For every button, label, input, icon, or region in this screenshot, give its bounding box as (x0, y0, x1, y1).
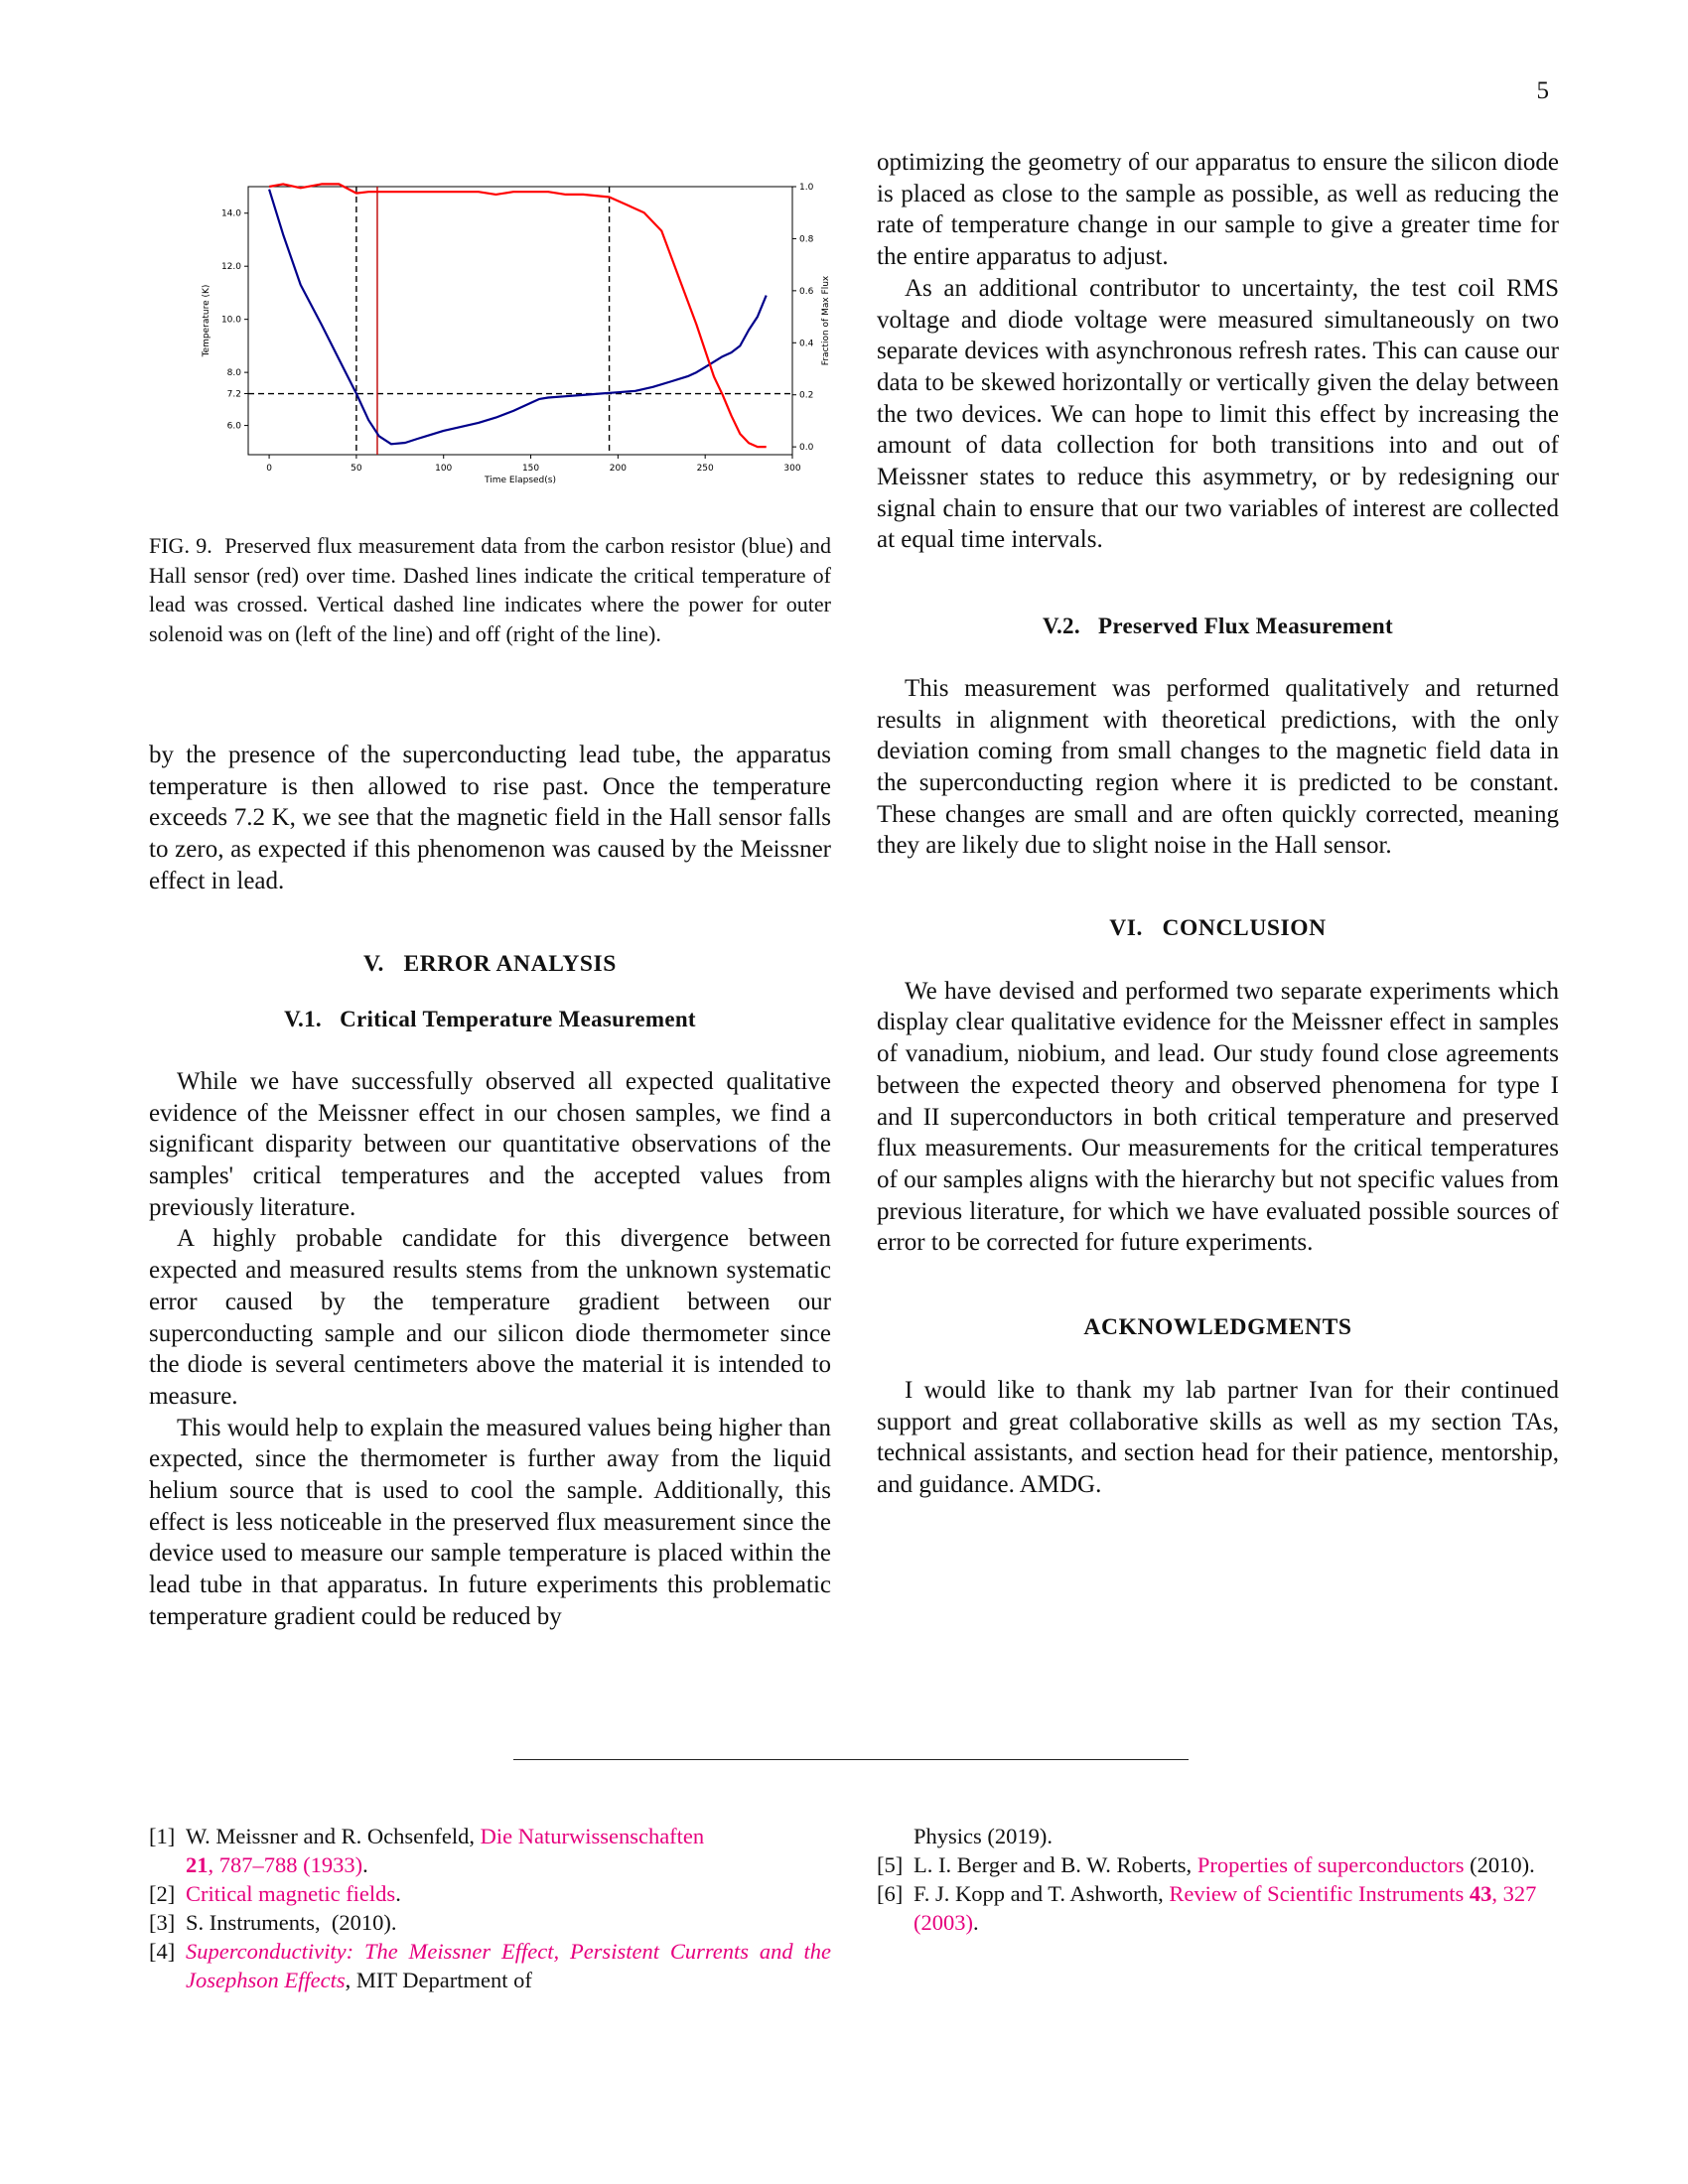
reference-volume: 43 (1469, 1881, 1492, 1906)
reference-4-continued (877, 1822, 1559, 1850)
reference-volume: 21 (186, 1852, 209, 1877)
reference-link[interactable]: Superconductivity: The Meissner Effect, Persistent Currents and the Josephson Effects (186, 1939, 831, 1992)
y2-tick-label: 0.0 (799, 443, 814, 454)
y-tick-label: 12.0 (220, 262, 241, 273)
x-tick-label: 300 (783, 464, 801, 474)
temperature-series-line (269, 190, 767, 445)
reference-number: [1] (149, 1824, 176, 1848)
reference-pages: , 327 (2003) (914, 1881, 1537, 1935)
y-tick-label: 10.0 (220, 315, 241, 326)
reference-number: [2] (149, 1881, 176, 1906)
y-tick-label: 14.0 (220, 208, 241, 219)
paragraph: A highly probable candidate for this divergence between expected and measured results stems from the unknown systematic error caused by the temperature gradient between our superconducting sample and our silicon diode thermometer since the diode is several centimeters above the material it is intended to measure. (149, 1225, 831, 1410)
y2-tick-label: 0.4 (799, 339, 814, 349)
subsection-heading-preserved-flux: V.2. Preserved Flux Measurement (1043, 614, 1393, 639)
right-column (877, 147, 1559, 1501)
reference-end: (2010). (1464, 1852, 1535, 1877)
paragraph: optimizing the geometry of our apparatus to ensure the silicon diode is placed as close to the sample as possible, as well as reducing the rate of temperature change in our sample to give a greater time for the entire apparatus to adjust. (877, 149, 1559, 271)
paragraph: As an additional contributor to uncertainty, the test coil RMS voltage and diode voltage were measured simultaneously on two separate devices with asynchronous refresh rates. This can cause our data to be skewed horizontally or vertically given the delay between the two devices. We can hope to limit this effect by increasing the amount of data collection for both transitions into and out of Meissner states to reduce this asymmetry, or by redesigning our signal chain to ensure that our two variables of interest are collected at equal time intervals. (877, 274, 1559, 554)
reference-6 (877, 1879, 1559, 1937)
reference-end: . (362, 1852, 368, 1877)
y-tick-label: 7.2 (226, 389, 241, 400)
reference-number: [3] (149, 1910, 176, 1935)
plot-frame (248, 187, 792, 455)
y-tick-label: 8.0 (226, 368, 241, 379)
y-tick-label: 6.0 (226, 421, 241, 432)
flux-series-line (269, 184, 767, 447)
reference-link[interactable]: Critical magnetic fields (186, 1881, 396, 1906)
reference-3 (149, 1908, 831, 1937)
reference-link[interactable]: Properties of superconductors (1196, 1852, 1465, 1877)
reference-1 (149, 1822, 831, 1879)
paragraph: We have devised and performed two separate experiments which display clear qualitative evidence for the Meissner effect in samples of vanadium, niobium, and lead. Our study found close agreements between the expected theory and observed phenomena for type I and II superconductors in both critical temperature and preserved flux measurements. Our measurements for the critical temperatures of our samples aligns with the hierarchy but not specific values from previous literature, for which we have evaluated possible sources of error to be corrected for future experiments. (877, 977, 1559, 1257)
section-heading-conclusion: VI. CONCLUSION (1109, 915, 1327, 942)
reference-journal: Die Naturwissenschaften (480, 1824, 705, 1848)
reference-text: S. Instruments, (2010). (186, 1910, 397, 1935)
page-number: 5 (1536, 77, 1549, 104)
caption-text: Preserved flux measurement data from the carbon resistor (blue) and Hall sensor (red) over time. Dashed lines indicate the critical temperature of lead was crossed. Vertical dashed line indicates where the power for outer solenoid was on (left of the line) and off (right of the line). (149, 533, 832, 646)
references-left (149, 1822, 831, 1994)
reference-number: [4] (149, 1939, 176, 1964)
y2-tick-label: 0.6 (799, 286, 814, 297)
paragraph: This measurement was performed qualitatively and returned results in alignment with theoretical predictions, with the only deviation coming from small changes to the magnetic field data in the superconducting region where it is predicted to be constant. These changes are small and are often quickly corrected, meaning they are likely due to slight noise in the Hall sensor. (877, 674, 1559, 860)
references-right (877, 1822, 1559, 1937)
figure-9-caption (149, 531, 831, 648)
x-tick-label: 250 (696, 464, 714, 474)
x-tick-label: 0 (266, 464, 272, 474)
reference-2 (149, 1879, 831, 1908)
reference-authors: L. I. Berger and B. W. Roberts, (914, 1852, 1197, 1877)
reference-number: [6] (877, 1881, 904, 1906)
x-tick-label: 50 (351, 464, 362, 474)
x-axis-label: Time Elapsed(s) (485, 476, 556, 485)
y-axis-label: Temperature (K) (202, 284, 211, 357)
figure-9-chart (149, 159, 831, 496)
x-tick-label: 100 (435, 464, 453, 474)
caption-label: FIG. 9. (149, 533, 212, 558)
y2-tick-label: 0.8 (799, 234, 814, 245)
y2-axis-label: Fraction of Max Flux (821, 275, 831, 366)
footnote-divider (513, 1759, 1189, 1760)
left-column (149, 740, 831, 1633)
reference-authors: W. Meissner and R. Ochsenfeld, (186, 1824, 481, 1848)
paragraph: While we have successfully observed all expected qualitative evidence of the Meissner effect in our chosen samples, we find a significant disparity between our quantitative observations of the samples' critical temperatures and the accepted values from previously literature. (149, 1067, 831, 1221)
paragraph: This would help to explain the measured values being higher than expected, since the thermometer is further away from the liquid helium source that is used to cool the sample. Additionally, this effect is less noticeable in the preserved flux measurement since the device used to measure our sample temperature is placed within the lead tube in that apparatus. In future experiments this problematic temperature gradient could be reduced by (149, 1414, 831, 1630)
reference-number: [5] (877, 1852, 904, 1877)
reference-pages: , 787–788 (1933) (208, 1852, 363, 1877)
reference-text: Physics (2019). (914, 1824, 1053, 1848)
x-tick-label: 150 (521, 464, 540, 474)
reference-text: , MIT Department of (345, 1968, 532, 1992)
section-heading-acknowledgments: ACKNOWLEDGMENTS (1083, 1314, 1352, 1341)
reference-authors: F. J. Kopp and T. Ashworth, (914, 1881, 1170, 1906)
reference-journal: Review of Scientific Instruments (1169, 1881, 1465, 1906)
reference-end: . (395, 1881, 401, 1906)
x-tick-label: 200 (609, 464, 627, 474)
reference-end: . (973, 1910, 979, 1935)
paragraph: by the presence of the superconducting lead tube, the apparatus temperature is then allowed to rise past. Once the temperature exceeds 7.2 K, we see that the magnetic field in the Hall sensor falls to zero, as expected if this phenomenon was caused by the Meissner effect in lead. (149, 742, 831, 894)
reference-4 (149, 1937, 831, 1994)
section-heading-error-analysis: V. ERROR ANALYSIS (363, 950, 617, 977)
y2-tick-label: 1.0 (799, 183, 814, 193)
paragraph: I would like to thank my lab partner Ivan for their continued support and great collaborative skills as well as my section TAs, technical assistants, and section head for their patience, mentorship, and guidance. AMDG. (877, 1376, 1559, 1498)
y2-tick-label: 0.2 (799, 390, 814, 401)
reference-5 (877, 1850, 1559, 1879)
subsection-heading-critical-temperature: V.1. Critical Temperature Measurement (284, 1007, 696, 1032)
